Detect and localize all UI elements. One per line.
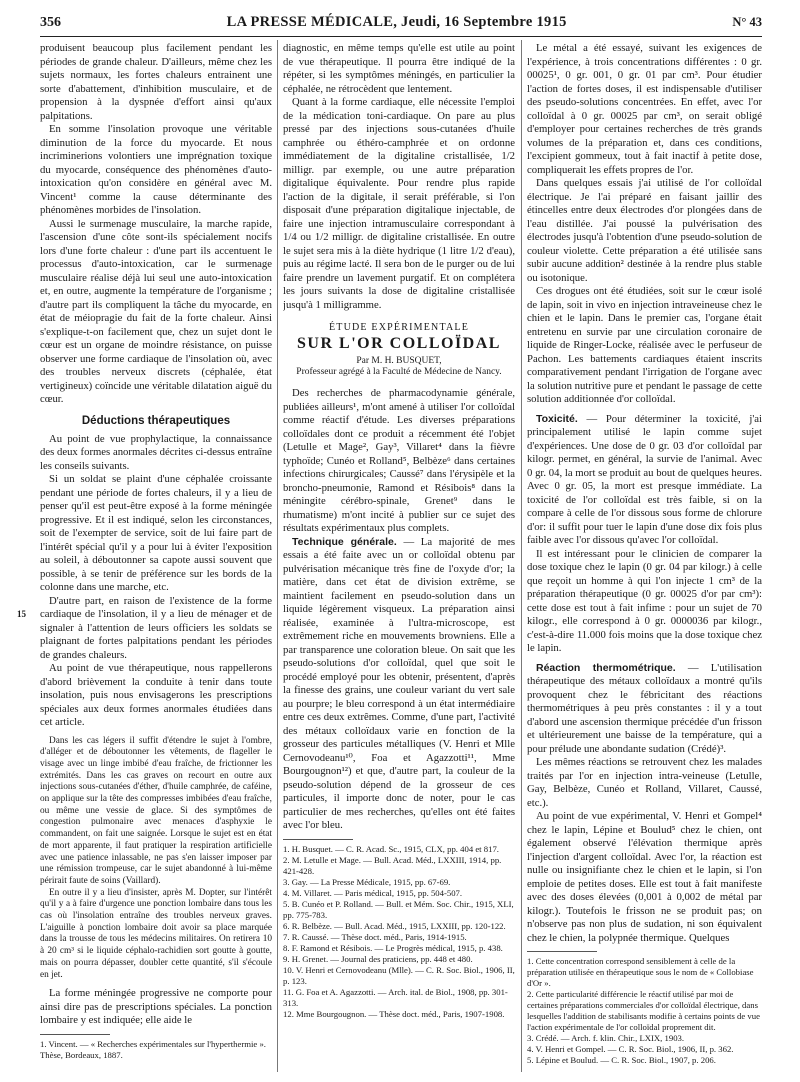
paragraph: Aussi le surmenage musculaire, la marche rapide, l'ascension d'une côte sont-ils spécialement nocifs lors d'une forte chaleur : d'une part ils accentuent le processus d'auto-intoxication, car le surmenage musculaire réalise déjà lui seul une auto-intoxication et, en outre, augmente la température de l'organisme ; d'autre part ils compliquent la tâche du myocarde, en état de méiopragie du fait de la forte chaleur. Ainsi s'explique-t-on facilement que, chez un sujet dont le cœur est un organe de moindre résistance, on puisse observer une forme cardiaque de l'insolation où, avec des troubles nerveux discrets (céphalée, état vertigineux) coïncide une véritable dilatation aiguë du cœur. (40, 217, 272, 405)
run-in-heading: Technique générale. (292, 535, 397, 548)
paragraph: Le métal a été essayé, suivant les exigences de l'expérience, à trois concentrations différentes : 0 gr. 00025¹, 0 gr. 001, 0 gr. 01 par cm³. Pour étudier l'action de fortes doses, il est indispensable d'utiliser des pseudo-solutions concentrées. En effet, avec l'or colloïdal à 0 gr. 00025 par cm³, on serait obligé d'employer pour certaines recherches de très grands volumes de la préparation et, dans ces conditions, l'excipient gommeux, tout à fait inactif à petite dose, compliquerait les effets propres de l'or. (527, 42, 762, 176)
footnote: 5. B. Cunéo et P. Rolland. — Bull. et Mém. Soc. Chir., 1915, XLI, pp. 775-783. (283, 898, 514, 920)
footnote: 2. Cette particularité différencie le réactif utilisé par moi de certaines préparations commerciales d'or colloïdal électrique, dans lesquelles l'addition de stabilisants modifie à certains points de vue l'action expérimentale de l'or colloïdal proprement dit. (527, 989, 760, 1032)
footnote: 1. Vincent. — « Recherches expérimentales sur l'hyperthermie ». Thèse, Bordeaux, 1887. (40, 1038, 266, 1060)
column-divider (521, 40, 522, 1072)
article-kicker: ÉTUDE EXPÉRIMENTALE (328, 322, 470, 333)
paragraph (527, 413, 762, 548)
article-title: SUR L'OR COLLOÏDAL (297, 335, 501, 352)
footnote: 9. H. Grenet. — Journal des praticiens, pp. 448 et 480. (283, 953, 473, 964)
paragraph: D'autre part, en raison de l'existence de la forme cardiaque de l'insolation, il y a lieu de ménager et de signaler à l'attention de leurs officiers les soldats se plaignant de fortes palpitations pendant les périodes de grandes chaleurs. (40, 594, 272, 661)
paragraph-small: Dans les cas légers il suffit d'étendre le sujet à l'ombre, d'alléger et de déboutonner les vêtements, de flageller le visage avec un linge imbibé d'eau fraîche, de frictionner les extrémités. Dans les cas graves on recourt en outre aux injections sous-cutanées d'éther, d'huile camphrée, de caféine, on applique sur la tête des compresses imbibées d'eau fraîche, ou même une vessie de glace. Si des symptômes de congestion pulmonaire avec menaces d'asphyxie le commandent, on fait une saignée. Lorsque le sujet est en état de mort apparente, il faut pratiquer la respiration artificielle avec une patience inlassable, ne pas s'en laisser imposer par une rémission trompeuse, car le sujet abandonné à lui-même périrait faute de soins (Vaillard). (40, 735, 272, 886)
footnote: 8. F. Ramond et Résibois. — Le Progrès médical, 1915, p. 438. (283, 942, 503, 953)
run-in-heading: Réaction thermométrique. (536, 661, 676, 674)
footnote: 7. R. Caussé. — Thèse doct. méd., Paris, 1914-1915. (283, 931, 467, 942)
article-affiliation: Professeur agrégé à la Faculté de Médecine de Nancy. (296, 367, 502, 377)
issue-number: N° 43 (732, 15, 762, 29)
paragraph: Au point de vue thérapeutique, nous rappellerons d'abord brièvement la conduite à tenir dans toute insolation, puis nous envisagerons les prescriptions spéciales aux deux formes anormales étudiées dans cet article. (40, 662, 272, 728)
footnote: 1. H. Busquet. — C. R. Acad. Sc., 1915, CLX, pp. 404 et 817. (283, 843, 499, 854)
run-in-heading: Toxicité. (536, 412, 578, 425)
column-3 (527, 42, 762, 1072)
paragraph: Il est intéressant pour le clinicien de comparer la dose toxique chez le lapin (0 gr. 04 par kilogr.) à celle que reçoit un homme à qui l'on injecte 1 cm³ de la préparation thérapeutique (0 gr. 00025 d'or par cm³): cette dose est tout à fait infime : pour un sujet de 70 kilogr., elle correspond à 0 gr. 0000036 par kilogr., c'est-à-dire 11.000 fois moins que la dose toxique chez le lapin. (527, 547, 762, 654)
footnote: 4. V. Henri et Gompel. — C. R. Soc. Biol., 1906, II, p. 362. (527, 1044, 734, 1054)
footnote: 3. Gay. — La Presse Médicale, 1915, pp. 67-69. (283, 876, 451, 887)
footnote: 1. Cette concentration correspond sensiblement à celle de la préparation utilisée en thérapeutique sous le nom de « Collobiase d'Or ». (527, 956, 754, 988)
paragraph (527, 662, 762, 757)
paragraph: diagnostic, en même temps qu'elle est utile au point de vue thérapeutique. Il pourra être indiqué de la répéter, si les symptômes méningés, en particulier la céphalée, ne rétrocèdent que lentement. (283, 42, 515, 95)
footnote-rule (40, 1034, 110, 1035)
page-number: 356 (40, 15, 61, 30)
article-author: Par M. H. BUSQUET, (356, 356, 442, 366)
column-1 (40, 42, 272, 1072)
publication-title: LA PRESSE MÉDICALE, Jeudi, 16 Septembre 1915 (226, 14, 567, 30)
footnote: 6. R. Belbèze. — Bull. Acad. Méd., 1915, LXXIII, pp. 120-122. (283, 920, 506, 931)
paragraph: En somme l'insolation provoque une véritable diminution de la force du myocarde. Et nous incriminerions volontiers une imprégnation toxique du myocarde, conséquence des phénomènes d'auto-intoxication qu'on considère en général avec M. Vincent¹ comme la cause déterminante des phénomènes morbides de l'insolation. (40, 123, 272, 216)
margin-note: 15 (17, 609, 26, 619)
footnote-rule (283, 839, 353, 840)
footnote: 12. Mme Bourgougnon. — Thèse doct. méd., Paris, 1907-1908. (283, 1008, 505, 1019)
footnote: 3. Crédé. — Arch. f. klin. Chir., LXIX, 1903. (527, 1033, 685, 1043)
paragraph: Ces drogues ont été étudiées, soit sur le cœur isolé de lapin, soit in vivo en injection intraveineuse chez le chien et le lapin. Dans le premier cas, l'organe était entretenu en survie par une circulation coronaire de liquide de Ringer-Locke, réalisée avec le perfuseur de Pachon. Les battements cardiaques étaient inscrits comparativement pendant l'irrigation de l'organe avec la solution nutritive pure et pendant le passage de cette solution additionnée d'or colloïdal. (527, 285, 762, 405)
footnote: 2. M. Letulle et Mage. — Bull. Acad. Méd., LXXIII, 1914, pp. 421-428. (283, 854, 502, 876)
paragraph-body: — L'utilisation thérapeutique des métaux colloïdaux a montré qu'ils provoquent chez le fébricitant des réactions thermométriques à peu près constantes : il y a tout d'abord une ascension thermique précédée d'un frisson et ultérieurement une baisse de la température, qui a pour prélude une abondante sudation (Crédé)³. (527, 661, 762, 755)
paragraph: La forme méningée progressive ne comporte pour ainsi dire pas de prescriptions spéciales. La ponction lombaire y est indiquée; elle aide le (40, 987, 272, 1027)
paragraph: Au point de vue prophylactique, la connaissance des deux formes anormales décrites ci-dessus entraîne les conseils suivants. (40, 432, 272, 472)
footnote: 4. M. Villaret. — Paris médical, 1915, pp. 504-507. (283, 887, 463, 898)
column-2 (283, 42, 515, 1072)
column-divider (277, 40, 278, 1072)
paragraph: Des recherches de pharmacodynamie générale, publiées ailleurs¹, m'ont amené à utiliser l'or colloïdal comme réactif d'étude. Les diverses préparations colloïdales dont ce produit a récemment été l'objet (Letulle et Mage², Gay³, Villaret⁴ dans la fièvre typhoïde; Cunéo et Rolland⁵, Belbèze⁶ dans certaines infections chirurgicales; Caussé⁷ dans l'érysipèle et la broncho-pneumonie, Ramond et Résibois⁸ dans la méningite cérébro-spinale, Grenet⁹ dans le rhumatisme) m'ont incité à publier sur ce sujet des résultats expérimentaux plus complets. (283, 387, 515, 534)
paragraph: Les mêmes réactions se retrouvent chez les malades traités par l'or en injection intra-veineuse (Letulle, Gay, Belbèze, Cunéo et Rolland, Villaret, Caussé, etc.). (527, 756, 762, 809)
paragraph (283, 536, 515, 833)
paragraph: Si un soldat se plaint d'une céphalée croissante pendant une période de fortes chaleurs, il y a lieu de penser qu'il est peut-être exposé à la forme méningée progressive. Et il est indiqué, selon les circonstances, soit de l'exempter de service, soit de lui faire part de l'intérêt spécial qu'il y a pour lui à éviter l'exposition au soleil, à déboutonner sa capote aussi souvent que possible, à se tenir de préférence sur les bords de la colonne dans une marche, etc. (40, 473, 272, 593)
paragraph-body: — La majorité de mes essais a été faite avec un or colloïdal obtenu par pulvérisation mécanique très fine de l'oxyde d'or; la matière, dans cet état de division extrême, se maintient facilement en pseudo-solution dans un liquide légèrement visqueux. La préparation ainsi réalisée, examinée à l'ultra-microscope, est extrêmement riche en mouvements browniens. Elle a par transparence une coloration bleue. On sait que les pseudo-solutions d'or colloïdal, quel que soit le procédé employé pour les obtenir, présentent, d'après la finesse des grains, une couleur variant du vert sale au pourpre; le bleu correspond à un état intermédiaire entre ces deux extrêmes. Comme, d'une part, l'activité des métaux colloïdaux varie en fonction de la grosseur des particules métalliques (V. Henri et Mlle Cernovodeanu¹⁰, Foa et Agazzotti¹¹, Mme Bourgougnon¹²) et que, d'autre part, la couleur de la pseudo-solution dépend de la grosseur de ces particules, il importe donc de noter, pour le cas particulier de mes recherches, qu'elles ont été faites avec l'or bleu. (283, 535, 515, 831)
footnote: 5. Lépine et Boulud. — C. R. Soc. Biol., 1907, p. 206. (527, 1055, 716, 1065)
section-heading: Déductions thérapeutiques (81, 414, 231, 427)
paragraph: produisent beaucoup plus facilement pendant les périodes de grande chaleur. D'ailleurs, même chez les sujets normaux, les fortes chaleurs entrainent une sorte d'abattement, d'inhibition musculaire, et de propension à la dyspnée d'effort ainsi qu'aux palpitations. (40, 42, 272, 122)
footnote: 10. V. Henri et Cernovodeanu (Mlle). — C. R. Soc. Biol., 1906, II, p. 123. (283, 964, 515, 986)
footnote: 11. G. Foa et A. Agazzotti. — Arch. ital. de Biol., 1908, pp. 301-313. (283, 986, 508, 1008)
paragraph-small: En outre il y a lieu d'insister, après M. Dopter, sur l'intérêt qu'il y a à faire d'urgence une ponction lombaire dans tous les cas où l'insolation entraîne des troubles nerveux graves. L'aiguille à ponction lombaire doit avoir sa place marquée dans la trousse de tous les médecins militaires. On retirera 10 à 20 cm³ si le liquide céphalo-rachidien sort goutte à goutte, mais on pourra dépasser, doubler cette quantité, s'il s'écoule en jet. (40, 887, 272, 980)
paragraph: Quant à la forme cardiaque, elle nécessite l'emploi de la médication toni-cardiaque. On pare au plus pressé par des injections sous-cutanées d'huile camphrée ou éthéro-camphrée et on ordonne immédiatement de la digitaline cristallisée, 1/2 milligr. par exemple, ou une autre préparation digitalique équivalente. Pour rendre plus rapide l'action de la digitale, il serait préférable, si l'on disposait d'une préparation digitalique injectable, de faire une injection intramusculaire correspondant à 1/4 ou 1/2 milligr. de digitaline cristallisée. En outre le sujet sera mis à la diète hydrique (1 litre 1/2 d'eau), puis au régime lacté. Il sera bon de le purger ou de lui faire prendre un lavement purgatif. Et on complétera les jours suivants la dose de digitaline cristallisée jusqu'à 1 milligramme. (283, 96, 515, 311)
paragraph-body: — Pour déterminer la toxicité, j'ai principalement utilisé le lapin comme sujet d'expériences. Une dose de 0 gr. 03 d'or colloïdal par kilogr. permet, en général, la survie de l'animal. Avec 0 gr. 04, la mort se produit au bout de quelques heures. Avec 0 gr. 05, la mort est presque immédiate. La toxicité de l'or colloïdal est très faible, si on la compare à celle de l'or dissous sous forme de chlorure d'or: il suffit pour tuer le lapin d'une dose dix fois plus faible avec l'or dissous qu'avec l'or colloïdal. (527, 412, 762, 546)
paragraph: Dans quelques essais j'ai utilisé de l'or colloïdal électrique. Je l'ai préparé en faisant jaillir des étincelles entre deux électrodes d'or plongées dans de l'eau distillée. J'ai poussé la pulvérisation des électrodes jusqu'à l'obtention d'une pseudo-solution de couleur violette. Cette préparation a été utilisée sans subir aucune addition² destinée à la rendre plus stable ou isotonique. (527, 177, 762, 284)
paragraph: Au point de vue expérimental, V. Henri et Gompel⁴ chez le lapin, Lépine et Boulud⁵ chez le chien, ont également observé l'élévation thermique après l'injection d'argent colloïdal. Avec l'or, la réaction est nulle ou insignifiante chez le chien et le lapin, si l'on emploie de petites doses. Elle est tout à fait manifeste avec des doses élevées (0,001 à 0,002 de métal par kilogr.). Toutefois le frisson ne se produit pas; on n'observe pas non plus de sudation, ni son équivalent chez le chien, la polypnée thermique. Quelques (527, 810, 762, 944)
header-rule (40, 36, 762, 37)
page-header (40, 14, 762, 34)
footnote-rule (527, 951, 597, 952)
